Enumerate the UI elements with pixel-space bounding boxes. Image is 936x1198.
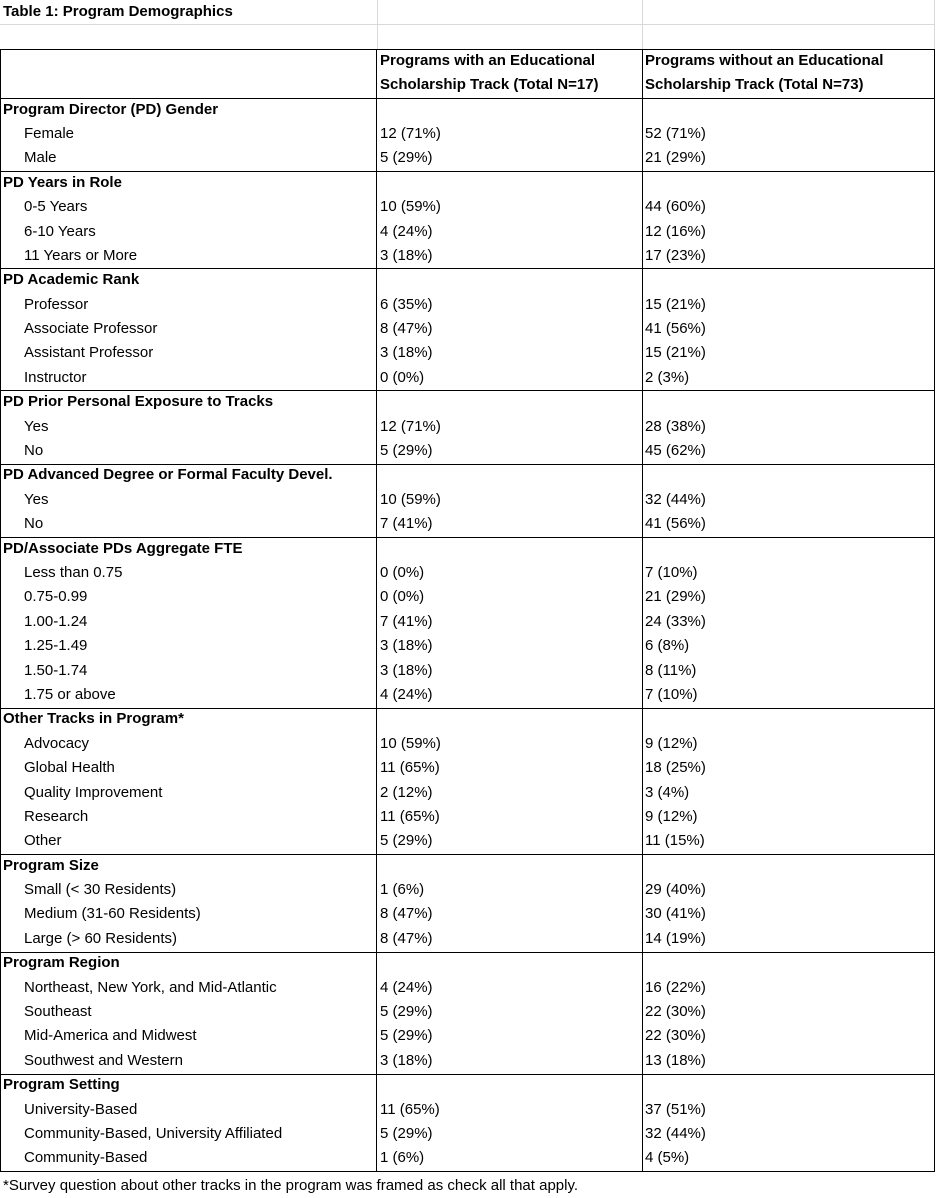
border-line — [0, 1171, 935, 1172]
border-line — [0, 49, 935, 50]
value-without-track: 4 (5%) — [645, 1149, 690, 1167]
row-label: Yes — [24, 417, 49, 435]
table-row — [0, 805, 936, 829]
value-with-track: 4 (24%) — [380, 978, 433, 996]
table-row — [0, 854, 936, 878]
table-row — [0, 268, 936, 292]
row-label: No — [24, 515, 44, 533]
border-line — [0, 49, 1, 1171]
section-heading: Other Tracks in Program* — [3, 710, 184, 728]
section-heading: Program Director (PD) Gender — [3, 100, 219, 118]
table-row — [0, 24, 936, 48]
value-without-track: 17 (23%) — [645, 246, 706, 264]
table-row — [0, 439, 936, 463]
value-without-track: 8 (11%) — [645, 661, 697, 679]
table-row — [0, 1024, 936, 1048]
value-without-track: 21 (29%) — [645, 149, 706, 167]
row-label: Southeast — [24, 1003, 92, 1021]
value-with-track: 10 (59%) — [380, 490, 441, 508]
table-row — [0, 1146, 936, 1170]
value-with-track: 3 (18%) — [380, 246, 433, 264]
value-with-track: 7 (41%) — [380, 515, 433, 533]
section-heading: PD/Associate PDs Aggregate FTE — [3, 539, 243, 557]
value-with-track: 12 (71%) — [380, 417, 441, 435]
border-line — [0, 171, 935, 172]
section-heading: PD Advanced Degree or Formal Faculty Devel. — [3, 466, 333, 484]
row-label: Yes — [24, 490, 49, 508]
row-label: 0.75-0.99 — [24, 588, 88, 606]
value-without-track: 12 (16%) — [645, 222, 706, 240]
table-row — [0, 512, 936, 536]
table-row — [0, 73, 936, 97]
section-heading: PD Years in Role — [3, 173, 122, 191]
border-line — [642, 49, 643, 1171]
border-line — [0, 537, 935, 538]
value-without-track: 15 (21%) — [645, 295, 706, 313]
value-with-track: 1 (6%) — [380, 1149, 425, 1167]
section-heading: Program Size — [3, 856, 99, 874]
border-line — [0, 98, 935, 99]
row-label: No — [24, 442, 44, 460]
value-with-track: 0 (0%) — [380, 368, 425, 386]
row-label: Male — [24, 149, 57, 167]
column-header-without: Scholarship Track (Total N=73) — [645, 76, 864, 94]
table-row — [0, 293, 936, 317]
value-without-track: 28 (38%) — [645, 417, 706, 435]
row-label: Mid-America and Midwest — [24, 1027, 197, 1045]
value-with-track: 10 (59%) — [380, 198, 441, 216]
row-label: Small (< 30 Residents) — [24, 881, 177, 899]
value-with-track: 0 (0%) — [380, 563, 425, 581]
border-line — [934, 49, 935, 1171]
value-without-track: 16 (22%) — [645, 978, 706, 996]
value-with-track: 11 (65%) — [380, 1100, 440, 1118]
value-without-track: 15 (21%) — [645, 344, 706, 362]
row-label: Medium (31-60 Residents) — [24, 905, 201, 923]
table-row — [0, 341, 936, 365]
value-without-track: 9 (12%) — [645, 807, 698, 825]
value-with-track: 3 (18%) — [380, 637, 433, 655]
value-without-track: 2 (3%) — [645, 368, 690, 386]
value-with-track: 5 (29%) — [380, 1027, 433, 1045]
table-row — [0, 171, 936, 195]
table-row — [0, 537, 936, 561]
table-row — [0, 390, 936, 414]
row-label: Associate Professor — [24, 320, 158, 338]
table-row — [0, 781, 936, 805]
value-with-track: 8 (47%) — [380, 929, 433, 947]
value-without-track: 24 (33%) — [645, 612, 706, 630]
table-row — [0, 707, 936, 731]
value-with-track: 5 (29%) — [380, 149, 433, 167]
row-label: 6-10 Years — [24, 222, 96, 240]
value-without-track: 6 (8%) — [645, 637, 690, 655]
table-row — [0, 317, 936, 341]
value-without-track: 52 (71%) — [645, 124, 706, 142]
border-line — [0, 952, 935, 953]
row-label: University-Based — [24, 1100, 138, 1118]
table-row — [0, 878, 936, 902]
value-with-track: 11 (65%) — [380, 759, 440, 777]
row-label: Professor — [24, 295, 89, 313]
row-label: 1.50-1.74 — [24, 661, 88, 679]
border-line — [376, 49, 377, 1171]
table-row — [0, 902, 936, 926]
table-row — [0, 634, 936, 658]
table-row — [0, 366, 936, 390]
value-with-track: 1 (6%) — [380, 881, 425, 899]
value-without-track: 30 (41%) — [645, 905, 706, 923]
gridline — [0, 24, 934, 25]
value-with-track: 5 (29%) — [380, 1003, 433, 1021]
table-row — [0, 49, 936, 73]
table-row — [0, 927, 936, 951]
value-with-track: 4 (24%) — [380, 222, 433, 240]
row-label: Other — [24, 832, 62, 850]
value-with-track: 5 (29%) — [380, 832, 433, 850]
table-row — [0, 146, 936, 170]
row-label: 0-5 Years — [24, 198, 88, 216]
table-row — [0, 488, 936, 512]
table-row — [0, 1049, 936, 1073]
table-row — [0, 244, 936, 268]
table-row — [0, 122, 936, 146]
row-label: Community-Based, University Affiliated — [24, 1124, 283, 1142]
table-row — [0, 610, 936, 634]
table-row — [0, 1122, 936, 1146]
value-without-track: 18 (25%) — [645, 759, 706, 777]
table-row — [0, 1098, 936, 1122]
value-with-track: 11 (65%) — [380, 807, 440, 825]
table-row — [0, 659, 936, 683]
border-line — [0, 464, 935, 465]
value-with-track: 8 (47%) — [380, 320, 433, 338]
table-row — [0, 415, 936, 439]
section-heading: PD Academic Rank — [3, 271, 140, 289]
row-label: Community-Based — [24, 1149, 148, 1167]
row-label: Quality Improvement — [24, 783, 163, 801]
value-with-track: 5 (29%) — [380, 1124, 433, 1142]
table-row — [0, 683, 936, 707]
table-row — [0, 561, 936, 585]
value-without-track: 21 (29%) — [645, 588, 706, 606]
value-with-track: 4 (24%) — [380, 685, 433, 703]
row-label: 1.75 or above — [24, 685, 116, 703]
row-label: Female — [24, 124, 75, 142]
value-without-track: 22 (30%) — [645, 1027, 706, 1045]
table-row — [0, 951, 936, 975]
row-label: 1.00-1.24 — [24, 612, 88, 630]
row-label: 1.25-1.49 — [24, 637, 88, 655]
row-label: Less than 0.75 — [24, 563, 123, 581]
value-with-track: 6 (35%) — [380, 295, 433, 313]
section-heading: Program Region — [3, 954, 120, 972]
value-with-track: 12 (71%) — [380, 124, 441, 142]
table-row — [0, 1000, 936, 1024]
value-without-track: 9 (12%) — [645, 734, 698, 752]
footnote: *Survey question about other tracks in the program was framed as check all that apply. — [3, 1177, 579, 1194]
column-header-without: Programs without an Educational — [645, 51, 884, 69]
row-label: Advocacy — [24, 734, 90, 752]
row-label: Northeast, New York, and Mid-Atlantic — [24, 978, 277, 996]
value-with-track: 0 (0%) — [380, 588, 425, 606]
border-line — [0, 708, 935, 709]
value-without-track: 44 (60%) — [645, 198, 706, 216]
value-without-track: 32 (44%) — [645, 1124, 706, 1142]
value-with-track: 5 (29%) — [380, 442, 433, 460]
border-line — [0, 1074, 935, 1075]
value-without-track: 13 (18%) — [645, 1051, 706, 1069]
border-line — [0, 390, 935, 391]
row-label: Assistant Professor — [24, 344, 154, 362]
value-without-track: 3 (4%) — [645, 783, 690, 801]
table-title: Table 1: Program Demographics — [3, 3, 233, 20]
value-without-track: 14 (19%) — [645, 929, 706, 947]
table-row — [0, 0, 936, 24]
row-label: Large (> 60 Residents) — [24, 929, 178, 947]
value-with-track: 8 (47%) — [380, 905, 433, 923]
value-without-track: 37 (51%) — [645, 1100, 706, 1118]
gridline — [934, 0, 935, 49]
table-row — [0, 976, 936, 1000]
table-row — [0, 220, 936, 244]
value-with-track: 7 (41%) — [380, 612, 433, 630]
section-heading: Program Setting — [3, 1076, 120, 1094]
gridline — [377, 0, 378, 49]
table-row — [0, 585, 936, 609]
value-without-track: 32 (44%) — [645, 490, 706, 508]
row-label: Southwest and Western — [24, 1051, 183, 1069]
value-without-track: 11 (15%) — [645, 832, 705, 850]
table-row — [0, 463, 936, 487]
table-row — [0, 98, 936, 122]
value-without-track: 41 (56%) — [645, 320, 706, 338]
row-label: Instructor — [24, 368, 87, 386]
value-without-track: 45 (62%) — [645, 442, 706, 460]
table-row — [0, 829, 936, 853]
column-header-with: Scholarship Track (Total N=17) — [380, 76, 599, 94]
border-line — [0, 268, 935, 269]
value-with-track: 2 (12%) — [380, 783, 433, 801]
row-label: Global Health — [24, 759, 115, 777]
column-header-with: Programs with an Educational — [380, 51, 596, 69]
gridline — [642, 0, 643, 49]
value-with-track: 3 (18%) — [380, 661, 433, 679]
value-with-track: 10 (59%) — [380, 734, 441, 752]
value-without-track: 7 (10%) — [645, 685, 698, 703]
value-with-track: 3 (18%) — [380, 1051, 433, 1069]
value-with-track: 3 (18%) — [380, 344, 433, 362]
value-without-track: 7 (10%) — [645, 563, 698, 581]
row-label: 11 Years or More — [24, 246, 138, 264]
table-row — [0, 732, 936, 756]
table-row — [0, 1073, 936, 1097]
value-without-track: 29 (40%) — [645, 881, 706, 899]
table-row — [0, 195, 936, 219]
row-label: Research — [24, 807, 89, 825]
table-row — [0, 756, 936, 780]
value-without-track: 22 (30%) — [645, 1003, 706, 1021]
value-without-track: 41 (56%) — [645, 515, 706, 533]
section-heading: PD Prior Personal Exposure to Tracks — [3, 393, 274, 411]
border-line — [0, 854, 935, 855]
